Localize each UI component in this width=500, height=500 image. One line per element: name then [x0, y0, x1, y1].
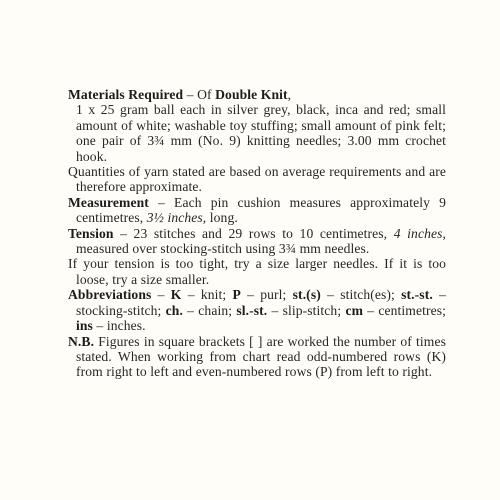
- measurement-text-b: , long.: [202, 210, 238, 226]
- abbr-term: K: [170, 287, 182, 303]
- nb-heading: N.B.: [68, 333, 95, 349]
- materials-heading-line: [68, 87, 446, 102]
- materials-body: 1 x 25 gram ball each in silver grey, black, inca and red; small amount of white; washable toy stuffing; small amount of pink felt; one pair of 3¾ mm (No. 9) knitting needles; 3.00 mm crochet hook.: [76, 102, 446, 164]
- abbr-term: sl.-st.: [236, 302, 268, 318]
- abbr-meaning: – inches.: [92, 318, 146, 334]
- abbr-meaning: – centimetres;: [363, 302, 446, 318]
- nb-text: Figures in square brackets [ ] are worked the number of times stated. When working from chart read odd-numbered rows (K) from right to left and even-numbered rows (P) from left to right.: [76, 333, 446, 380]
- measurement-heading: Measurement: [68, 194, 149, 210]
- tension-note: If your tension is too tight, try a size larger needles. If it is too loose, try a size smaller.: [68, 256, 446, 287]
- abbr-meaning: – knit;: [181, 287, 233, 303]
- tension-heading: Tension: [68, 225, 114, 241]
- measurement-text-a: – Each pin cushion measures approximately 9 centimetres,: [76, 194, 446, 226]
- yarn-type: Double Knit: [215, 87, 288, 102]
- abbr-term: st.(s): [292, 287, 321, 303]
- quantities-note: Quantities of yarn stated are based on average requirements and are therefore approximate.: [68, 164, 446, 195]
- abbreviations-para: [68, 287, 446, 333]
- abbr-meaning: – slip-stitch;: [267, 302, 346, 318]
- nb-para: [68, 334, 446, 380]
- tension-text-a: – 23 stitches and 29 rows to 10 centimetres,: [113, 225, 394, 241]
- abbr-term: ins: [76, 318, 93, 334]
- abbr-term: st.-st.: [401, 287, 433, 303]
- abbr-meaning: – purl;: [240, 287, 293, 303]
- abbr-meaning: – chain;: [182, 302, 237, 318]
- tension-inches: 4 inches: [393, 225, 443, 241]
- tension-text-b: , measured over stocking-stitch using 3¾ mm needles.: [76, 225, 446, 257]
- materials-line-end: ,: [287, 87, 292, 102]
- abbr-term: P: [232, 287, 241, 303]
- tension-para: [68, 226, 446, 257]
- materials-dash: – Of: [183, 87, 216, 102]
- measurement-para: [68, 195, 446, 226]
- abbr-meaning: – stitch(es);: [320, 287, 402, 303]
- abbreviations-heading: Abbreviations: [68, 287, 152, 303]
- materials-heading: Materials Required: [68, 87, 184, 102]
- abbr-term: ch.: [165, 302, 183, 318]
- abbr-meaning: – stocking-stitch;: [76, 287, 446, 318]
- abbreviations-sep: –: [151, 287, 171, 303]
- abbr-term: cm: [345, 302, 363, 318]
- pattern-notes: [68, 87, 446, 380]
- measurement-inches: 3½ inches: [146, 210, 203, 226]
